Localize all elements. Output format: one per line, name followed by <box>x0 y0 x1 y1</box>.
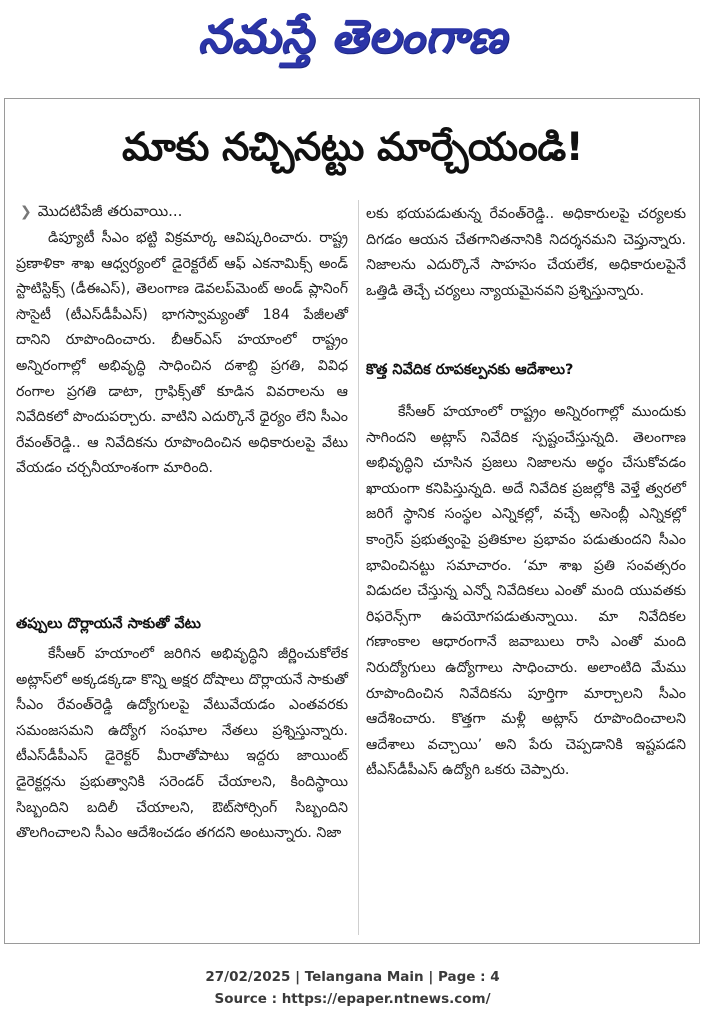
page-footer <box>0 966 705 1010</box>
left-paragraph-1: డిప్యూటీ సీఎం భట్టి విక్రమార్క ఆవిష్కరించారు. రాష్ట్ర ప్రణాళికా శాఖ ఆధ్వర్యంలో డైరెక్టరేట్ ఆఫ్ ఎకనామిక్స్ అండ్ స్టాటిస్టిక్స్ (డీఈఎస్), తెలంగాణ డెవలప్‌మెంట్ అండ్ ప్లానింగ్ సొసైటీ (టీఎస్‌డీపీఎస్) భాగస్వామ్యంతో 184 పేజీలతో దానిని రూపొందించారు. బీఆర్‌ఎస్ హయాంలో రాష్ట్రం అన్నిరంగాల్లో అభివృద్ధి సాధించిన దశాబ్ది ప్రగతి, వివిధ రంగాల ప్రగతి డాటా, గ్రాఫిక్స్‌తో కూడిన వివరాలను ఆ నివేదికలో పొందుపర్చారు. వాటిని ఎదుర్కొనే ధైర్యం లేని సీఎం రేవంత్‌రెడ్డి.. ఆ నివేదికను రూపొందించిన అధికారులపై వేటు వేయడం చర్చనీయాంశంగా మారింది. <box>16 230 348 477</box>
left-subheading-wrap <box>16 614 348 634</box>
continuation-text: మొదటిపేజీ తరువాయి... <box>37 202 183 220</box>
right-paragraph-1: లకు భయపడుతున్న రేవంత్‌రెడ్డి.. అధికారులపై చర్యలకు దిగడం ఆయన చేతగానితనానికి నిదర్శనమని చెప్తున్నారు. నిజాలను ఎదుర్కొనే సాహసం చేయలేక, అధికారులపైనే ఒత్తిడి తెచ్చే చర్యలు న్యాయమైనవని ప్రశ్నిస్తున్నారు. <box>366 206 686 299</box>
right-paragraph-2: కేసీఆర్ హయాంలో రాష్ట్రం అన్నిరంగాల్లో ముందుకు సాగిందని అట్లాస్ నివేదిక స్పష్టంచేస్తున్నది. తెలంగాణ అభివృద్ధిని చూసిన ప్రజలు నిజాలను అర్థం చేసుకోవడం ఖాయంగా కనిపిస్తున్నది. అదే నివేదిక ప్రజల్లోకి వెళ్తే త్వరలో జరిగే స్థానిక సంస్థల ఎన్నికల్లో, వచ్చే అసెంబ్లీ ఎన్నికల్లో కాంగ్రెస్ ప్రభుత్వంపై ప్రతికూల ప్రభావం పడుతుందని సీఎం భావించినట్టు సమాచారం. ‘మా శాఖ ప్రతి సంవత్సరం విడుదల చేస్తున్న ఎన్నో నివేదికలు ఎంతో మంది యువతకు రిఫరెన్స్‌గా ఉపయోగపడుతున్నాయి. మా నివేదికల గణాంకాల ఆధారంగానే జవాబులు రాసి ఎంతో మంది నిరుద్యోగులు ఉద్యోగాలు సాధించారు. అలాంటిది మేము రూపొందించిన నివేదికను పూర్తిగా మార్చాలని సీఎం ఆదేశించారు. కొత్తగా మళ్లీ అట్లాస్ రూపొందించాలని ఆదేశాలు వచ్చాయి’ అని పేరు చెప్పడానికి ఇష్టపడని టీఎస్‌డీపీఎస్ ఉద్యోగి ఒకరు చెప్పారు. <box>366 404 686 779</box>
footer-source: Source : https://epaper.ntnews.com/ <box>214 991 491 1007</box>
masthead <box>0 6 705 78</box>
article-headline: మాకు నచ్చినట్టు మార్చేయండి! <box>122 125 583 170</box>
left-column-lower <box>16 642 348 847</box>
right-subheading-wrap <box>366 360 686 380</box>
right-column-lower <box>366 400 686 784</box>
left-paragraph-2: కేసీఆర్ హయాంలో జరిగిన అభివృద్ధిని జీర్ణించుకోలేక అట్లాస్‌లో అక్కడక్కడా కొన్ని అక్షర దోషాలు దొర్లాయనే సాకుతో సీఎం రేవంత్‌రెడ్డి ఉద్యోగులపై వేటువేయడం ఎంతవరకు సమంజసమని ఉద్యోగ సంఘాల నేతలు ప్రశ్నిస్తున్నారు. టీఎస్‌డీపీఎస్ డైరెక్టర్ మీరాతోపాటు ఇద్దరు జాయింట్ డైరెక్టర్లను ప్రభుత్వానికి సరెండర్ చేయాలని, కిందిస్థాయి సిబ్బందిని బదిలీ చేయాలని, ఔట్‌సోర్సింగ్ సిబ్బందిని తొలగించాలని సీఎం ఆదేశించడం తగదని అంటున్నారు. నిజా <box>16 646 348 842</box>
column-divider <box>358 200 359 935</box>
right-column <box>366 202 686 304</box>
masthead-title: నమస్తే తెలంగాణ <box>197 9 508 63</box>
chevron-right-icon: ❯ <box>20 204 32 220</box>
right-subheading: కొత్త నివేదిక రూపకల్పనకు ఆదేశాలు? <box>366 362 574 378</box>
footer-date-edition: 27/02/2025 | Telangana Main | Page : 4 <box>205 969 500 985</box>
continuation-line <box>20 202 182 224</box>
left-subheading: తప్పులు దొర్లాయనే సాకుతో వేటు <box>16 616 201 632</box>
left-column <box>16 226 348 482</box>
